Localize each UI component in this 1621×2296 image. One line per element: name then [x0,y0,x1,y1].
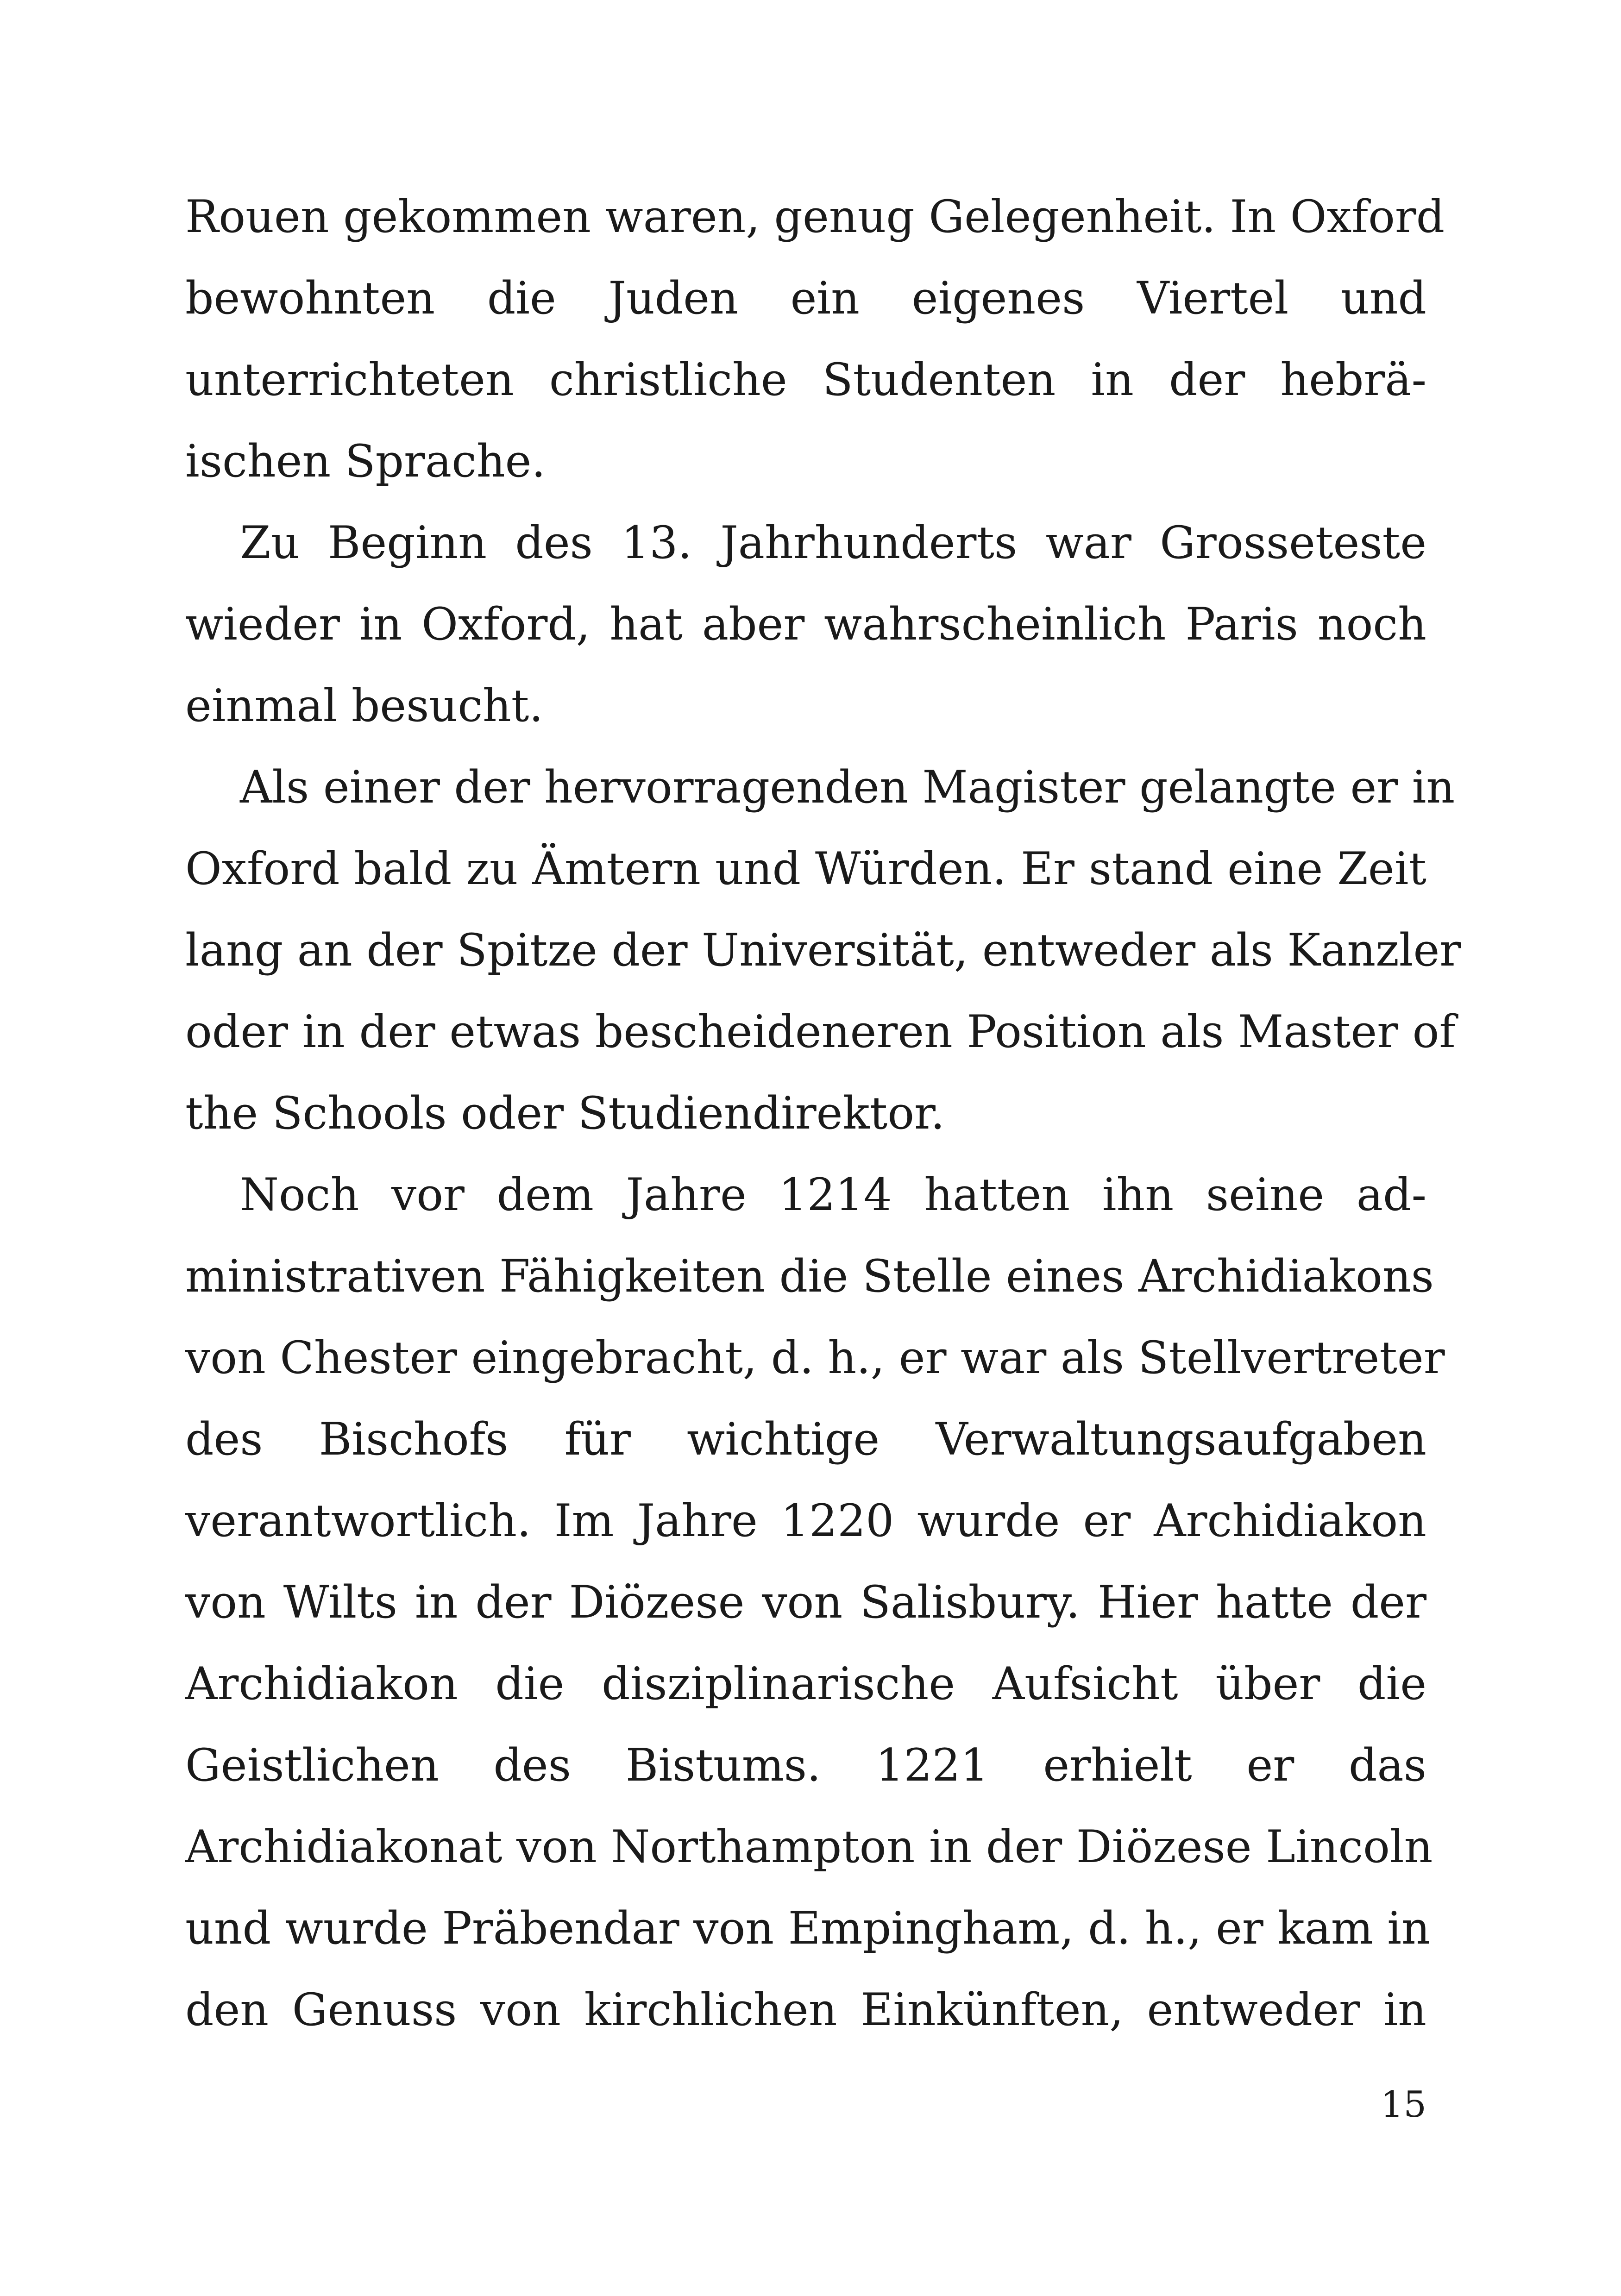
page-number: 15 [1380,2084,1426,2126]
text-line: von Chester eingebracht, d. h., er war als Stellvertreter [185,1332,1445,1384]
text-line: the Schools oder Studiendirektor. [185,1087,945,1139]
text-line: bewohnten die Juden ein eigenes Viertel und [185,272,1426,324]
text-line: und wurde Präbendar von Empingham, d. h., er kam in [185,1902,1430,1954]
body-text [185,176,1461,2051]
text-line: von Wilts in der Diözese von Salisbury. Hier hatte der [185,1576,1426,1628]
text-line: Als einer der hervorragenden Magister gelangte er in [240,761,1455,813]
text-line: wieder in Oxford, hat aber wahrscheinlich Paris noch [185,598,1426,650]
text-line: unterrichteten christliche Studenten in der hebrä- [185,354,1426,406]
text-line: Archidiakon die disziplinarische Aufsicht über die [185,1658,1426,1710]
text-line: den Genuss von kirchlichen Einkünften, entweder in [185,1984,1426,2036]
text-line: des Bischofs für wichtige Verwaltungsaufgaben [185,1413,1426,1465]
text-line: Archidiakonat von Northampton in der Diözese Lincoln [185,1821,1433,1873]
text-line: lang an der Spitze der Universität, entweder als Kanzler [185,924,1461,976]
text-line: einmal besucht. [185,680,543,732]
text-line: ministrativen Fähigkeiten die Stelle eines Archidiakons [185,1250,1434,1302]
text-line: Zu Beginn des 13. Jahrhunderts war Grosseteste [240,517,1426,569]
text-line: Rouen gekommen waren, genug Gelegenheit. In Oxford [185,191,1445,243]
text-line: Oxford bald zu Ämtern und Würden. Er stand eine Zeit [185,843,1426,895]
text-line: oder in der etwas bescheideneren Position als Master of [185,1006,1456,1058]
text-line: Geistlichen des Bistums. 1221 erhielt er das [185,1739,1426,1791]
text-line: verantwortlich. Im Jahre 1220 wurde er Archidiakon [185,1495,1426,1547]
text-line: ischen Sprache. [185,435,546,487]
text-line: Noch vor dem Jahre 1214 hatten ihn seine ad- [240,1169,1426,1221]
